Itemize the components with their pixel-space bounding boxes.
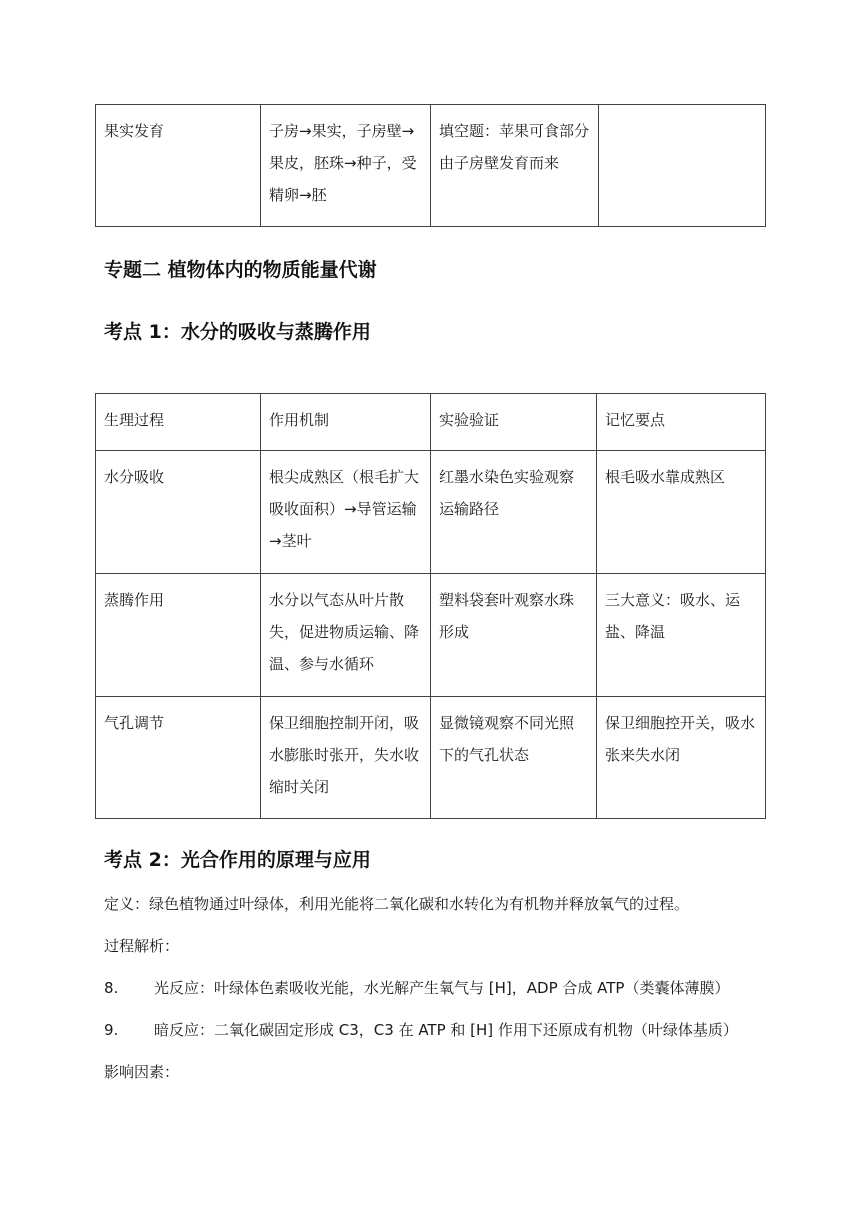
list-text: 光反应：叶绿体色素吸收光能，水光解产生氧气与 [H]，ADP 合成 ATP（类囊体薄膜）	[154, 979, 730, 997]
table-row	[96, 574, 766, 697]
table-cell: 保卫细胞控开关，吸水张来失水闭	[597, 697, 766, 819]
column-header: 实验验证	[431, 394, 597, 451]
column-header: 生理过程	[96, 394, 261, 451]
list-text: 暗反应：二氧化碳固定形成 C3，C3 在 ATP 和 [H] 作用下还原成有机物（叶绿体基质）	[154, 1021, 738, 1039]
table-cell: 水分以气态从叶片散失，促进物质运输、降温、参与水循环	[261, 574, 431, 697]
table-cell: 根毛吸水靠成熟区	[597, 451, 766, 574]
table-cell: 水分吸收	[96, 451, 261, 574]
topic-title: 专题二 植物体内的物质能量代谢	[104, 259, 377, 281]
table-cell: 蒸腾作用	[96, 574, 261, 697]
table-cell: 三大意义：吸水、运盐、降温	[597, 574, 766, 697]
table-cell: 根尖成熟区（根毛扩大吸收面积）→导管运输→茎叶	[261, 451, 431, 574]
list-item	[104, 1019, 738, 1040]
table-cell: 果实发育	[96, 105, 261, 227]
table-cell: 子房→果实，子房壁→果皮，胚珠→种子，受精卵→胚	[261, 105, 431, 227]
list-number: 8.	[104, 979, 119, 997]
table-row	[96, 451, 766, 574]
table-row	[96, 697, 766, 819]
table-cell: 红墨水染色实验观察运输路径	[431, 451, 597, 574]
definition-text: 定义：绿色植物通过叶绿体，利用光能将二氧化碳和水转化为有机物并释放氧气的过程。	[104, 895, 690, 913]
point1-title: 考点 1：水分的吸收与蒸腾作用	[104, 321, 371, 343]
table-cell	[599, 105, 766, 227]
table-cell: 气孔调节	[96, 697, 261, 819]
table-cell: 显微镜观察不同光照下的气孔状态	[431, 697, 597, 819]
water-transpiration-table	[95, 393, 766, 819]
point2-title: 考点 2：光合作用的原理与应用	[104, 849, 371, 871]
fruit-development-table	[95, 104, 766, 227]
column-header: 作用机制	[261, 394, 431, 451]
factors-label: 影响因素：	[104, 1063, 180, 1081]
table-header-row	[96, 394, 766, 451]
table-cell: 填空题：苹果可食部分由子房壁发育而来	[431, 105, 599, 227]
table-cell: 保卫细胞控制开闭，吸水膨胀时张开，失水收缩时关闭	[261, 697, 431, 819]
table-row	[96, 105, 766, 227]
table-cell: 塑料袋套叶观察水珠形成	[431, 574, 597, 697]
process-label: 过程解析：	[104, 937, 180, 955]
list-number: 9.	[104, 1021, 119, 1039]
column-header: 记忆要点	[597, 394, 766, 451]
list-item	[104, 977, 729, 998]
